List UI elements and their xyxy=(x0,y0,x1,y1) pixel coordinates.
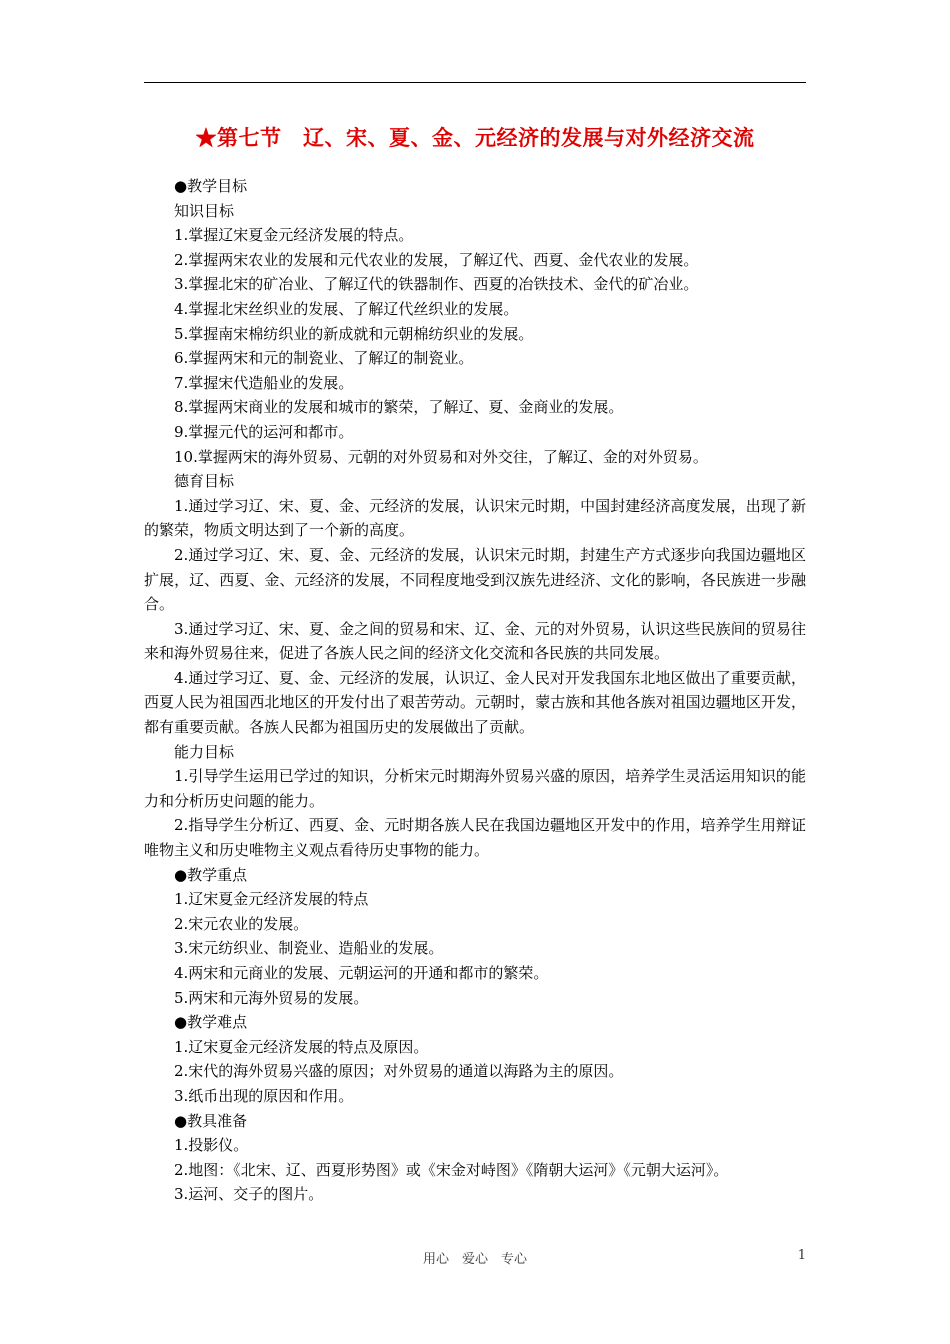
body-line: 9.掌握元代的运河和都市。 xyxy=(174,422,354,441)
body-line: 4.两宋和元商业的发展、元朝运河的开通和都市的繁荣。 xyxy=(174,964,549,982)
body-line: 1.投影仪。 xyxy=(174,1136,249,1155)
body-line: 2.宋元农业的发展。 xyxy=(174,914,309,933)
body-line: 6.掌握两宋和元的制瓷业、了解辽的制瓷业。 xyxy=(174,349,474,368)
body-line: 3.掌握北宋的矿冶业、了解辽代的铁器制作、西夏的冶铁技术、金代的矿冶业。 xyxy=(174,275,699,294)
body-line: 4.掌握北宋丝织业的发展、了解辽代丝织业的发展。 xyxy=(174,299,519,318)
body-line: 2.地图：《北宋、辽、西夏形势图》或《宋金对峙图》《隋朝大运河》《元朝大运河》。 xyxy=(174,1160,729,1179)
body-line: 8.掌握两宋商业的发展和城市的繁荣，了解辽、夏、金商业的发展。 xyxy=(174,398,624,417)
body-line: 德育目标 xyxy=(174,472,235,491)
body-paragraph: 1.引导学生运用已学过的知识，分析宋元时期海外贸易兴盛的原因，培养学生灵活运用知识的能力和分析历史问题的能力。 xyxy=(144,767,806,810)
document-body xyxy=(144,174,806,1207)
body-paragraph: 2.指导学生分析辽、西夏、金、元时期各族人民在我国边疆地区开发中的作用，培养学生用辩证唯物主义和历史唯物主义观点看待历史事物的能力。 xyxy=(144,816,806,860)
body-line: 能力目标 xyxy=(174,742,235,761)
page-number: 1 xyxy=(797,1248,806,1263)
body-line: 7.掌握宋代造船业的发展。 xyxy=(174,373,354,392)
body-line: 1.掌握辽宋夏金元经济发展的特点。 xyxy=(174,226,414,245)
footer-motto: 用心 爱心 专心 xyxy=(422,1252,527,1267)
body-line: 3.运河、交子的图片。 xyxy=(174,1185,324,1204)
page-title: ★第七节 辽、宋、夏、金、元经济的发展与对外经济交流 xyxy=(195,125,755,150)
body-line: ●教学目标 xyxy=(174,177,248,195)
body-paragraph: 1.通过学习辽、宋、夏、金、元经济的发展，认识宋元时期，中国封建经济高度发展，出现了新的繁荣，物质文明达到了一个新的高度。 xyxy=(144,496,806,540)
body-paragraph: 3.通过学习辽、宋、夏、金之间的贸易和宋、辽、金、元的对外贸易，认识这些民族间的贸易往来和海外贸易往来，促进了各族人民之间的经济文化交流和各民族的共同发展。 xyxy=(144,619,806,663)
body-paragraph: 4.通过学习辽、夏、金、元经济的发展，认识辽、金人民对开发我国东北地区做出了重要贡献，西夏人民为祖国西北地区的开发付出了艰苦劳动。元朝时，蒙古族和其他各族对祖国边疆地区开发，都有重要贡献。各族人民都为祖国历史的发展做出了贡献。 xyxy=(144,668,806,737)
body-line: ●教学重点 xyxy=(174,865,248,884)
body-line: 3.纸币出现的原因和作用。 xyxy=(174,1086,354,1105)
body-line: 5.掌握南宋棉纺织业的新成就和元朝棉纺织业的发展。 xyxy=(174,324,534,343)
body-line: ●教具准备 xyxy=(174,1111,248,1130)
body-line: 2.宋代的海外贸易兴盛的原因；对外贸易的通道以海路为主的原因。 xyxy=(174,1062,624,1081)
body-line: 知识目标 xyxy=(174,201,235,220)
body-line: 10.掌握两宋的海外贸易、元朝的对外贸易和对外交往，了解辽、金的对外贸易。 xyxy=(174,447,708,466)
header-rule xyxy=(144,82,806,83)
body-line: 3.宋元纺织业、制瓷业、造船业的发展。 xyxy=(174,939,444,958)
body-line: ●教学难点 xyxy=(174,1013,248,1032)
body-line: 5.两宋和元海外贸易的发展。 xyxy=(174,988,369,1007)
body-paragraph: 2.通过学习辽、宋、夏、金、元经济的发展，认识宋元时期，封建生产方式逐步向我国边疆地区扩展，辽、西夏、金、元经济的发展，不同程度地受到汉族先进经济、文化的影响，各民族进一步融合。 xyxy=(144,545,806,614)
body-line: 1.辽宋夏金元经济发展的特点 xyxy=(174,890,369,909)
body-line: 1.辽宋夏金元经济发展的特点及原因。 xyxy=(174,1037,429,1056)
body-line: 2.掌握两宋农业的发展和元代农业的发展，了解辽代、西夏、金代农业的发展。 xyxy=(174,250,699,269)
